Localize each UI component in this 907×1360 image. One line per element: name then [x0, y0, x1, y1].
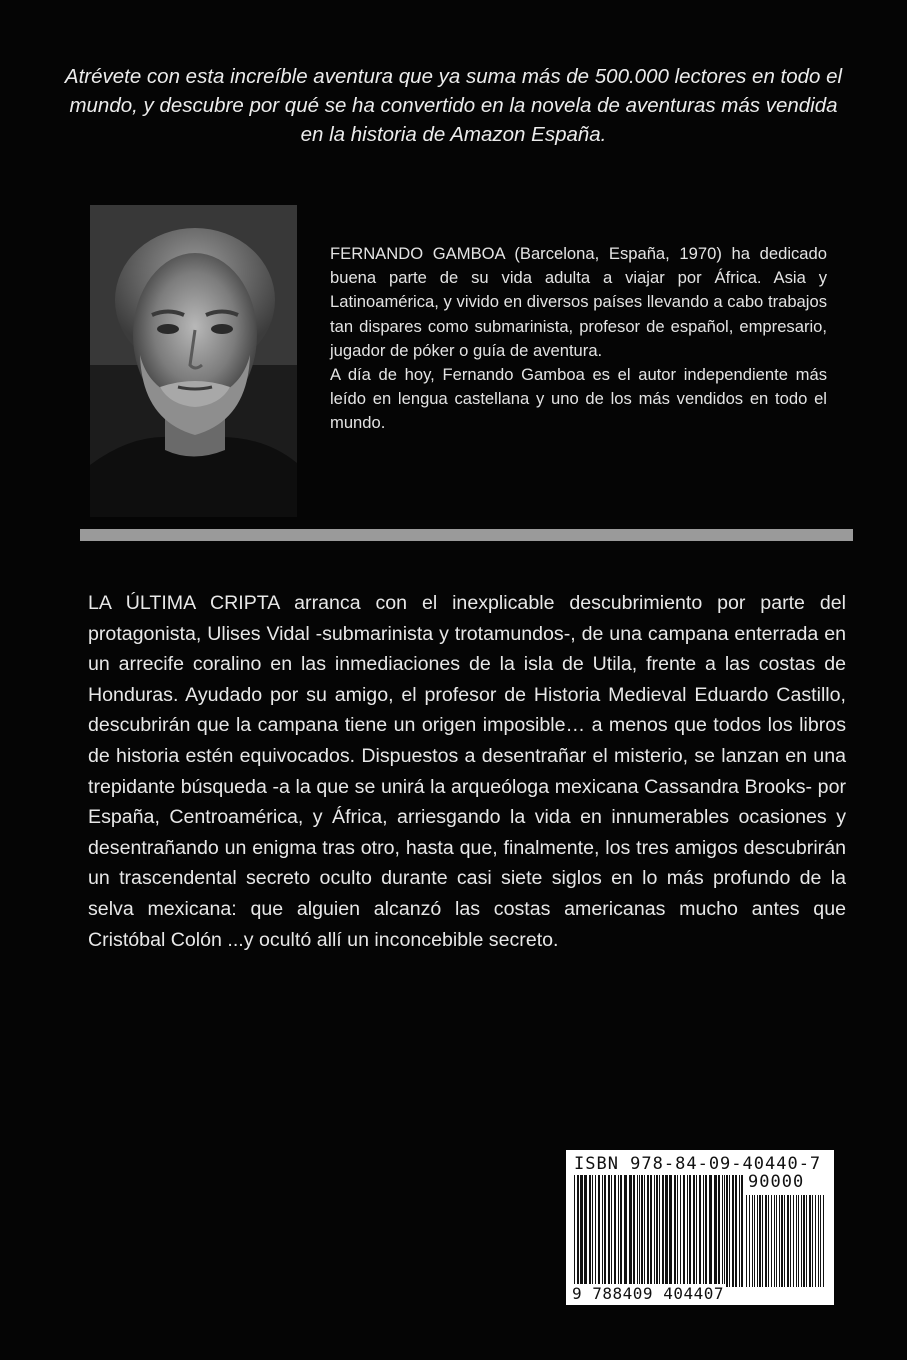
barcode-bar [574, 1175, 575, 1287]
barcode-bar [592, 1175, 593, 1287]
barcode-bar [637, 1175, 638, 1287]
barcode-bar [577, 1175, 579, 1287]
barcode-bar [689, 1175, 691, 1287]
barcode-bar [604, 1175, 606, 1287]
barcode-bar [818, 1195, 819, 1287]
barcode-bar [746, 1195, 747, 1287]
barcode-bar [812, 1195, 813, 1287]
barcode-bar [724, 1175, 725, 1287]
barcode-bar [598, 1175, 600, 1287]
barcode-bar [806, 1195, 807, 1287]
barcode-bar [639, 1175, 640, 1287]
synopsis-text: LA ÚLTIMA CRIPTA arranca con el inexplicable descubrimiento por parte del protagonista, Ulises Vidal -submarinista y trotamundos-, de una campana enterrada en un arrecife coralino en las inmediaciones de la isla de Utila, frente a las costas de Honduras. Ayudado por su amigo, el profesor de Historia Medieval Eduardo Castillo, descubrirán que la campana tiene un origen imposible… a menos que todos los libros de historia estén equivocados. Dispuestos a desentrañar el misterio, se lanzan en una trepidante búsqueda -a la que se unirá la arqueóloga mexicana Cassandra Brooks- por España, Centroamérica, y África, arriesgando la vida en innumerables ocasiones y desentrañando un enigma tras otro, hasta que, finalmente, los tres amigos descubrirán un trascendental secreto oculto durante casi siete siglos en lo más profundo de la selva mexicana: que alguien alcanzó las costas americanas mucho antes que Cristóbal Colón ...y ocultó allí un inconcebible secreto. [88, 592, 846, 951]
tagline: Atrévete con esta increíble aventura que ya suma más de 500.000 lectores en todo el mundo, y descubre por qué se ha convertido en la novela de aventuras más vendida en la historia de Amazon España. [64, 65, 843, 146]
barcode-bar [790, 1195, 791, 1287]
barcode-bar [620, 1175, 622, 1287]
barcode-bar [602, 1175, 603, 1287]
barcode-bar [718, 1175, 720, 1287]
barcode-bar [584, 1175, 587, 1287]
barcode-bar [696, 1175, 697, 1287]
barcode-bar [659, 1175, 660, 1287]
author-bio-paragraph-2: A día de hoy, Fernando Gamboa es el autor independiente más leído en lengua castellana y uno de los más vendidos en todo el mundo. [330, 365, 827, 433]
barcode-bar [752, 1195, 753, 1287]
barcode-bar [608, 1175, 610, 1287]
barcode-bar [589, 1175, 591, 1287]
barcode-bar [781, 1195, 783, 1287]
barcode-bar [759, 1195, 761, 1287]
barcode-bar [633, 1175, 635, 1287]
barcode-bar [749, 1195, 750, 1287]
barcode-bar [680, 1175, 681, 1287]
section-divider [80, 529, 853, 541]
barcode-bar [595, 1175, 596, 1287]
barcode-bar [665, 1175, 668, 1287]
barcode-bar [823, 1195, 824, 1287]
barcode-bar [793, 1195, 794, 1287]
barcode-bar [741, 1175, 743, 1287]
barcode-bar [662, 1175, 664, 1287]
barcode-bar [714, 1175, 717, 1287]
author-bio-paragraph: FERNANDO GAMBOA (Barcelona, España, 1970) ha dedicado buena parte de su vida adulta a viajar por África. Asia y Latinoamérica, y vivido en diversos países llevando a cabo trabajos tan dispares como submarinista, profesor de español, empresario, jugador de póker o guía de aventura. [330, 244, 827, 360]
barcode-bar [709, 1175, 712, 1287]
barcode-bar [803, 1195, 805, 1287]
barcode-bar [650, 1175, 652, 1287]
barcode-bar [771, 1195, 772, 1287]
barcode-bar [809, 1195, 811, 1287]
barcode-bar [674, 1175, 676, 1287]
author-portrait-icon [90, 205, 297, 517]
barcode-bar [693, 1175, 695, 1287]
barcode-bar [703, 1175, 704, 1287]
barcode-bar [641, 1175, 643, 1287]
barcode-bar [580, 1175, 583, 1287]
barcode-bar [669, 1175, 672, 1287]
barcode-bar [820, 1195, 821, 1287]
barcode-bar [705, 1175, 707, 1287]
barcode-bar [726, 1175, 728, 1287]
barcode-bar [774, 1195, 775, 1287]
isbn-label: ISBN 978-84-09-40440-7 [574, 1154, 822, 1174]
barcode-bar [618, 1175, 619, 1287]
barcode-bar [754, 1195, 755, 1287]
barcode-bar [647, 1175, 649, 1287]
barcode-bar [815, 1195, 816, 1287]
barcode-bar [654, 1175, 655, 1287]
isbn-barcode [566, 1150, 834, 1305]
barcode-addon-digits: 90000 [748, 1172, 805, 1192]
barcode-bar [683, 1175, 685, 1287]
barcode-bar [735, 1175, 737, 1287]
barcode-bar [644, 1175, 645, 1287]
barcode-bar [796, 1195, 797, 1287]
barcode-bar [729, 1175, 730, 1287]
barcode-bar [765, 1195, 767, 1287]
barcode-bar [768, 1195, 769, 1287]
barcode-bar [739, 1175, 740, 1287]
author-bio [330, 242, 827, 436]
barcode-bar [614, 1175, 616, 1287]
barcode-bar [801, 1195, 802, 1287]
barcode-bar [732, 1175, 734, 1287]
barcode-bar [687, 1175, 688, 1287]
barcode-bar [611, 1175, 612, 1287]
barcode-main-bars [574, 1175, 744, 1287]
author-photo [90, 205, 297, 517]
barcode-bar [677, 1175, 678, 1287]
synopsis [88, 588, 846, 955]
barcode-bar [624, 1175, 627, 1287]
barcode-bar [656, 1175, 658, 1287]
barcode-bar [779, 1195, 780, 1287]
barcode-addon-bars [746, 1195, 826, 1287]
barcode-bar [699, 1175, 701, 1287]
barcode-bar [757, 1195, 758, 1287]
barcode-bar [762, 1195, 763, 1287]
barcode-bar [798, 1195, 799, 1287]
barcode-bar [776, 1195, 777, 1287]
barcode-bar [629, 1175, 632, 1287]
barcode-bar [722, 1175, 723, 1287]
barcode-bar [784, 1195, 785, 1287]
barcode-bar [787, 1195, 789, 1287]
barcode-ean-digits: 9 788409 404407 [572, 1284, 724, 1303]
